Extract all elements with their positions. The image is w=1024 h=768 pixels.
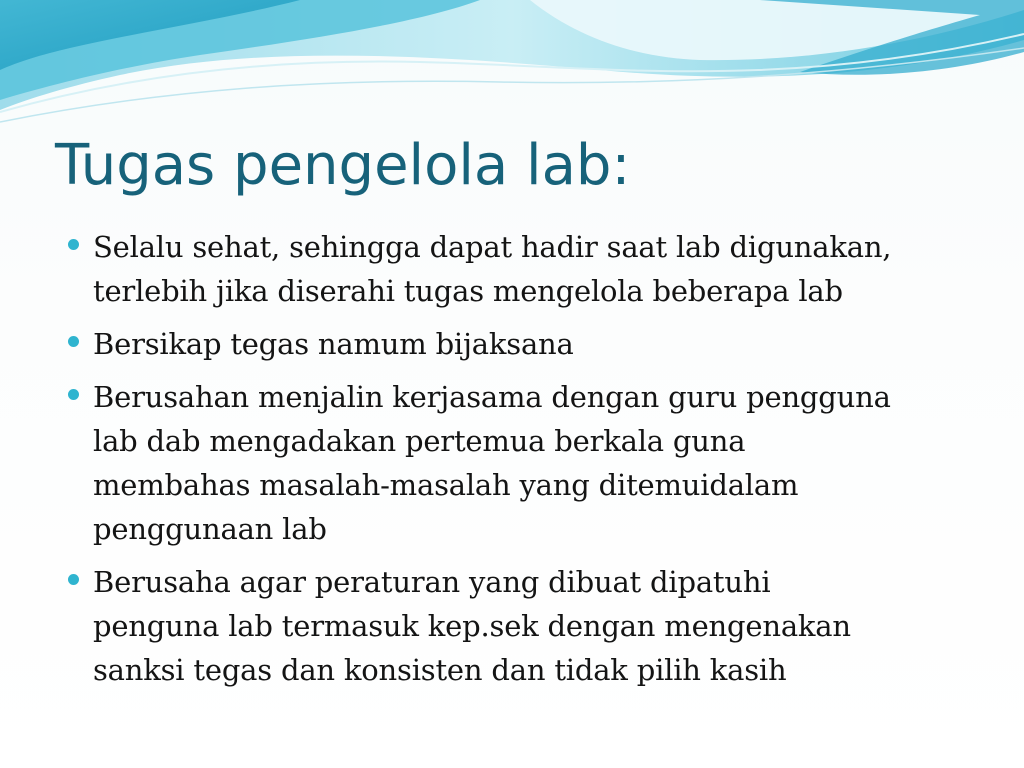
bullet-line: sanksi tegas dan konsisten dan tidak pilih kasih	[93, 653, 787, 687]
bullet-text	[93, 375, 966, 551]
bullet-line: Bersikap tegas namum bijaksana	[93, 327, 574, 361]
bullet-line: Selalu sehat, sehingga dapat hadir saat lab digunakan,	[93, 230, 892, 264]
bullet-text	[93, 560, 966, 692]
bullet-line: Berusahan menjalin kerjasama dengan guru pengguna	[93, 380, 891, 414]
bullet-item	[66, 375, 966, 551]
bullet-item	[66, 225, 966, 313]
bullet-marker-icon	[68, 239, 79, 250]
slide-title: Tugas pengelola lab:	[55, 133, 631, 198]
bullet-line: penggunaan lab	[93, 512, 327, 546]
decorative-wave-header	[0, 0, 1024, 130]
bullet-marker-icon	[68, 389, 79, 400]
bullet-marker-icon	[68, 574, 79, 585]
bullet-item	[66, 322, 966, 366]
bullet-line: Berusaha agar peraturan yang dibuat dipatuhi	[93, 565, 771, 599]
bullet-line: terlebih jika diserahi tugas mengelola beberapa lab	[93, 274, 843, 308]
bullet-list	[66, 225, 966, 701]
bullet-line: membahas masalah-masalah yang ditemuidalam	[93, 468, 799, 502]
bullet-text	[93, 322, 966, 366]
bullet-marker-icon	[68, 336, 79, 347]
bullet-line: penguna lab termasuk kep.sek dengan mengenakan	[93, 609, 851, 643]
bullet-line: lab dab mengadakan pertemua berkala guna	[93, 424, 746, 458]
bullet-item	[66, 560, 966, 692]
bullet-text	[93, 225, 966, 313]
